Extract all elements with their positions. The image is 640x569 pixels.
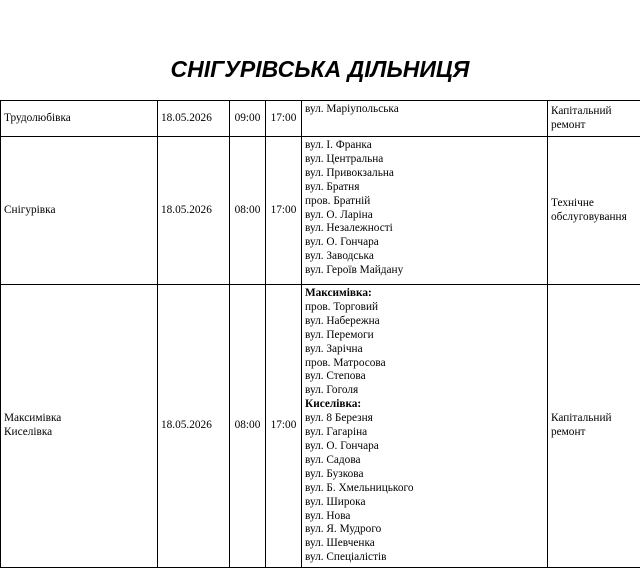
streets-group-heading: Киселівка:	[305, 398, 362, 411]
street-item: вул. Незалежності	[305, 222, 393, 235]
street-item: вул. Братня	[305, 180, 360, 193]
street-item: вул. О. Гончара	[305, 236, 379, 249]
table-row	[1, 137, 640, 285]
street-item: вул. Заводська	[305, 250, 374, 263]
street-item: вул. Зарічна	[305, 342, 363, 355]
settlement-name: Киселівка	[4, 426, 53, 439]
street-item: вул. Героїв Майдану	[305, 264, 404, 277]
street-item: пров. Матросова	[305, 356, 386, 369]
street-item: вул. Шевченка	[305, 537, 375, 550]
street-item: вул. Маріупольська	[305, 103, 399, 115]
street-item: вул. Б. Хмельницького	[305, 481, 414, 494]
work-type-line: обслуговування	[551, 210, 627, 223]
end-time-cell: 17:00	[266, 137, 302, 285]
work-type-line: ремонт	[551, 426, 586, 439]
street-item: вул. І. Франка	[305, 139, 372, 151]
streets-cell	[302, 137, 548, 285]
street-item: вул. Садова	[305, 453, 361, 466]
street-item: вул. Перемоги	[305, 328, 374, 341]
streets-cell	[302, 101, 548, 137]
street-item: вул. О. Гончара	[305, 439, 379, 452]
settlement-cell	[1, 285, 158, 568]
date-cell: 18.05.2026	[158, 285, 230, 568]
street-item: пров. Торговий	[305, 300, 379, 313]
date-cell: 18.05.2026	[158, 101, 230, 137]
street-item: вул. Гагаріна	[305, 426, 368, 439]
settlement-cell	[1, 101, 158, 137]
street-item: вул. Набережна	[305, 314, 380, 327]
work-type-cell	[548, 101, 640, 137]
page-title: СНІГУРІВСЬКА ДІЛЬНИЦЯ	[170, 56, 470, 82]
table-row	[1, 101, 640, 137]
street-item: вул. Гоголя	[305, 384, 359, 397]
street-item: вул. Спеціалістів	[305, 551, 387, 564]
date-cell: 18.05.2026	[158, 137, 230, 285]
start-time-cell: 09:00	[230, 101, 266, 137]
end-time-cell: 17:00	[266, 101, 302, 137]
streets-cell	[302, 285, 548, 568]
street-item: вул. Степова	[305, 370, 366, 383]
work-type-cell	[548, 285, 640, 568]
street-item: вул. 8 Березня	[305, 412, 373, 425]
streets-group-heading: Максимівка:	[305, 287, 372, 299]
settlement-cell	[1, 137, 158, 285]
street-item: вул. Центральна	[305, 152, 384, 165]
work-type-line: Капітальний	[551, 104, 612, 117]
settlement-name: Снігурівка	[4, 203, 56, 216]
work-type-line: Технічне	[551, 196, 594, 209]
outage-schedule-table	[0, 100, 640, 568]
start-time-cell: 08:00	[230, 285, 266, 568]
end-time-cell: 17:00	[266, 285, 302, 568]
settlement-name: Максимівка	[4, 412, 62, 425]
street-item: вул. Бузкова	[305, 467, 364, 480]
work-type-line: Капітальний	[551, 412, 612, 425]
settlement-name: Трудолюбівка	[4, 111, 71, 124]
street-item: вул. Нова	[305, 509, 351, 522]
street-item: пров. Братній	[305, 194, 371, 207]
street-item: вул. Я. Мудрого	[305, 523, 382, 536]
start-time-cell: 08:00	[230, 137, 266, 285]
work-type-cell	[548, 137, 640, 285]
work-type-line: ремонт	[551, 118, 586, 131]
street-item: вул. Привокзальна	[305, 166, 394, 179]
table-row	[1, 285, 640, 568]
street-item: вул. Широка	[305, 495, 366, 508]
street-item: вул. О. Ларіна	[305, 208, 373, 221]
